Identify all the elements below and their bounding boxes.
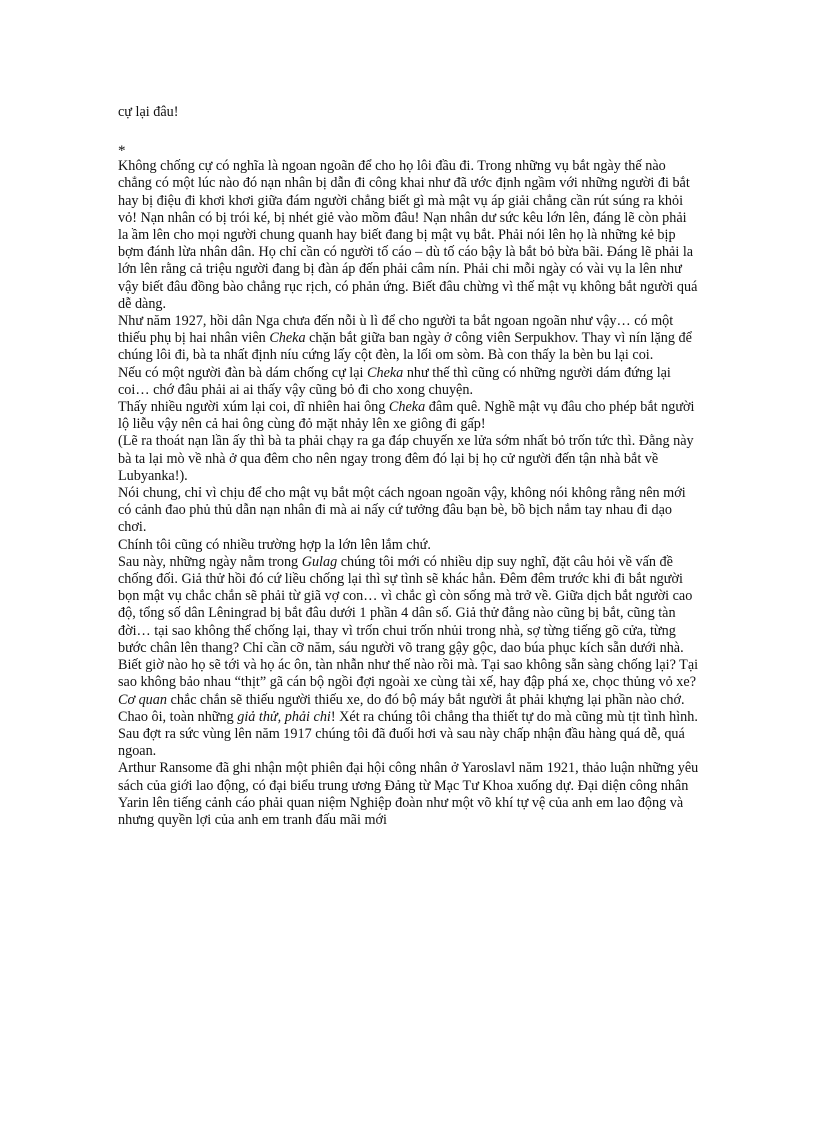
italic-term-co-quan: Cơ quan	[118, 691, 167, 708]
paragraph-4	[118, 399, 700, 433]
paragraph-6	[118, 485, 700, 537]
text-segment: đâm quê. Nghề mật vụ đâu cho phép bắt người lộ liễu vậy nên cả hai ông cùng đỏ mặt nhảy lên xe giông đi gấp!	[118, 399, 695, 433]
text-segment: chúng tôi mới có nhiều dịp suy nghĩ, đặt câu hỏi về vấn đề chống đối. Giả thử hồi đó cứ liều chống lại thì sự tình sẽ khác hẳn. Đêm đêm trước khi đi bắt người bọn mật vụ chắc chắn sẽ phải từ giã vợ con… vì chắc gì còn sống mà trở về. Giữa dịch bắt người cao độ, tổng số dân Lêningrad bị bắt đâu dưới 1 phần 4 dân số. Giả thử đằng nào cũng bị bắt, cũng tàn đời… tại sao không thể chống lại, thay vì trốn chui trốn nhủi trong nhà, sợ từng tiếng gõ cửa, từng bước chân lên thang? Chỉ cần cỡ năm, sáu người võ trang gậy gộc, dao búa phục kích sẵn dưới nhà. Biết giờ nào họ sẽ tới và họ ác ôn, tàn nhẫn như thế nào rồi mà. Tại sao không sẵn sàng chống lại? Tại sao không bảo nhau “thịt” gã cán bộ ngồi đợi ngoài xe cùng tài xế, hay đập phá xe, chọc thủng vỏ xe?	[118, 553, 699, 691]
text-segment: như thế thì cũng có những người dám đứng lại coi… chớ đâu phải ai ai thấy vậy cũng bỏ đi cho xong chuyện.	[118, 364, 671, 398]
text-segment: Nói chung, chỉ vì chịu để cho mật vụ bắt một cách ngoan ngoãn vậy, không nói không rằng nên mới có cảnh đao phủ thủ dẫn nạn nhân đi mà ai nấy cứ tưởng đâu bạn bè, bồ bịch nắm tay nhau đi dạo chơi.	[118, 485, 686, 536]
text-segment: Nếu có một người đàn bà dám chống cự lại	[118, 364, 368, 381]
document-page	[118, 104, 700, 829]
paragraph-8	[118, 554, 700, 709]
text-segment: Như năm 1927, hồi dân Nga chưa đến nỗi ù lì để cho người ta bắt ngoan ngoãn như vậy… có một thiếu phụ bị hai nhân viên	[118, 313, 674, 347]
text-segment: chắc chắn sẽ thiếu người thiếu xe, do đó bộ máy bắt người ắt phải khựng lại phần nào chớ.	[166, 691, 685, 708]
text-segment: Không chống cự có nghĩa là ngoan ngoãn để cho họ lôi đầu đi. Trong những vụ bắt ngày thế nào chẳng có một lúc nào đó nạn nhân bị dẫn đi công khai như đã ước định ngầm với những người đi bắt hay bị điệu đi khơi khơi giữa đám người chẳng biết gì mà mật vụ áp giải chẳng cần rút súng ra khỏi vỏ! Nạn nhân có bị trói ké, bị nhét giẻ vào mồm đâu! Nạn nhân dư sức kêu lớn lên, đáng lẽ còn phải la ầm lên cho mọi người chung quanh hay biết đang bị mật vụ bắt. Phải nói lên họ là những kẻ bịp bợm đánh lừa nhân dân. Họ chỉ cần có người tố cáo – dù tố cáo bậy là bắt bỏ bừa bãi. Đáng lẽ phải la lớn lên rằng cả triệu người đang bị đàn áp đến phải câm nín. Phải chi mỗi ngày có vài vụ la lên như vậy biết đâu đồng bào chẳng rục rịch, có phản ứng. Biết đâu chừng vì thế mật vụ không bắt người quá dễ dàng.	[118, 158, 698, 312]
paragraph-3	[118, 365, 700, 399]
section-separator: *	[118, 143, 126, 160]
text-segment: Chao ôi, toàn những	[118, 708, 238, 725]
paragraph-7	[118, 537, 700, 554]
text-segment: Arthur Ransome đã ghi nhận một phiên đại hội công nhân ở Yaroslavl năm 1921, thảo luận những yêu sách của giới lao động, có đại biểu trung ương Đảng từ Mạc Tư Khoa xuống dự. Đại diện công nhân Yarin lên tiếng cảnh cáo phải quan niệm Nghiệp đoàn như một võ khí tự vệ của anh em lao động và nhưng quyền lợi của anh em tranh đấu mãi mới	[118, 760, 699, 828]
paragraph-9	[118, 709, 700, 761]
paragraph-5	[118, 433, 700, 485]
opening-line: cự lại đâu!	[118, 104, 179, 120]
text-segment: ! Xét ra chúng tôi chẳng tha thiết tự do mà cũng mù tịt tình hình. Sau đợt ra sức vùng lên năm 1917 chúng tôi đã đuối hơi và sau này chấp nhận đầu hàng quá dễ, quá ngoan.	[118, 708, 698, 760]
italic-term-gulag: Gulag	[301, 553, 338, 570]
italic-term-cheka: Cheka	[269, 330, 306, 347]
text-segment: (Lẽ ra thoát nạn lần ấy thì bà ta phải chạy ra ga đáp chuyến xe lửa sớm nhất bỏ trốn tức thì. Đằng này bà ta lại mò về nhà ở qua đêm cho nên ngay trong đêm đó lại bị họ cử người đến tận nhà bắt về Lubyanka!).	[118, 433, 694, 484]
paragraph-10	[118, 760, 700, 829]
paragraph-2	[118, 313, 700, 365]
text-segment: Thấy nhiều người xúm lại coi, dĩ nhiên hai ông	[118, 399, 389, 416]
text-segment: chặn bắt giữa ban ngày ở công viên Serpukhov. Thay vì nín lặng để chúng lôi đi, bà ta nhất định níu cứng lấy cột đèn, la lối om sòm. Bà con thấy la bèn bu lại coi.	[118, 330, 692, 364]
italic-term-cheka: Cheka	[367, 364, 404, 381]
paragraph-1	[118, 158, 700, 313]
italic-phrase-gia-thu-phai-chi: giả thử, phải chi	[237, 708, 331, 725]
text-segment: Sau này, những ngày nằm trong	[118, 553, 302, 570]
italic-term-cheka: Cheka	[388, 399, 426, 416]
text-segment: Chính tôi cũng có nhiều trường hợp la lớn lên lắm chứ.	[118, 536, 431, 553]
